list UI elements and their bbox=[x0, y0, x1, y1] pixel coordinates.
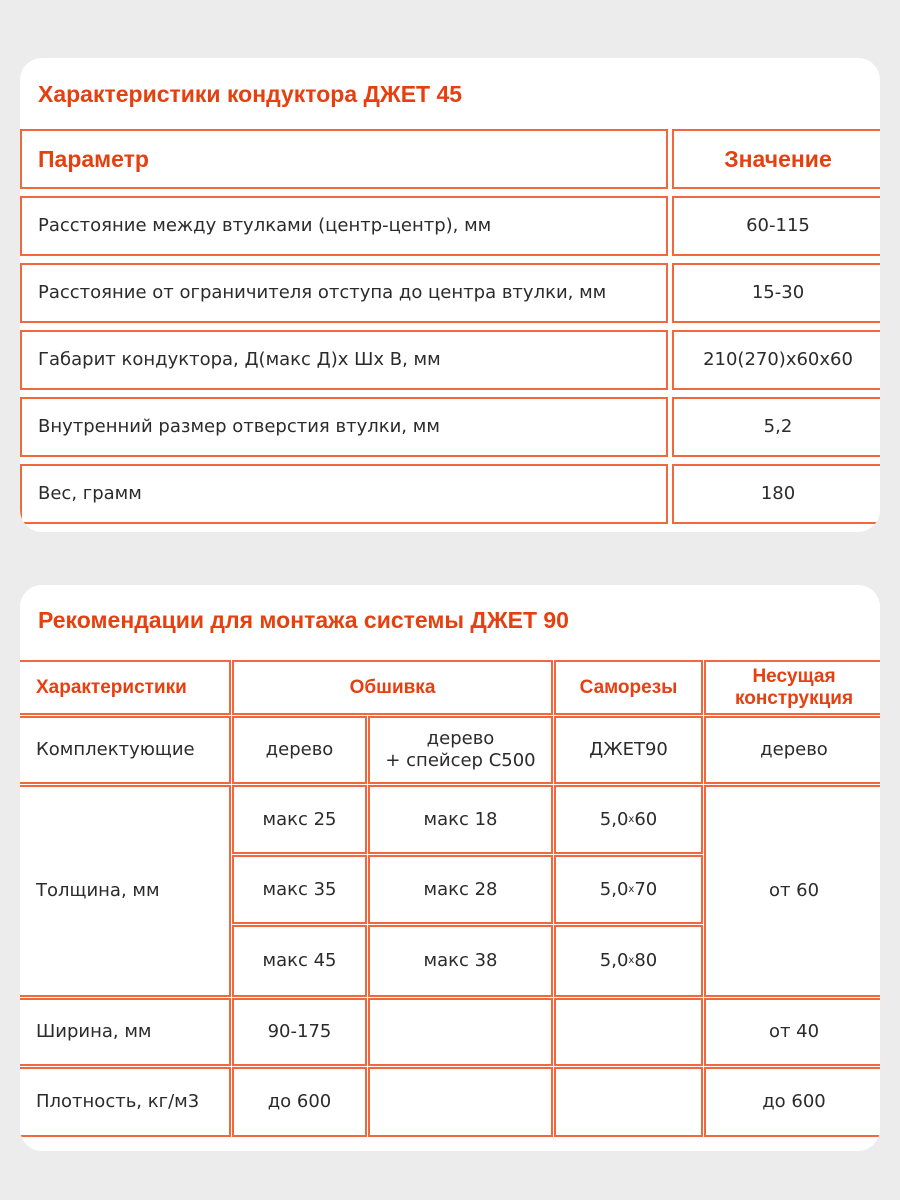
screw-length: 80 bbox=[634, 950, 658, 971]
components-sheathing-b bbox=[368, 716, 553, 784]
spec-row-value: 210(270)х60х60 bbox=[672, 330, 880, 390]
density-screws-empty bbox=[554, 1067, 703, 1137]
spec-row-param: Расстояние от ограничителя отступа до центра втулки, мм bbox=[20, 263, 668, 323]
screw-length: 60 bbox=[634, 808, 658, 830]
spec-row-param: Расстояние между втулками (центр-центр), мм bbox=[20, 196, 668, 256]
width-screws-empty bbox=[554, 998, 703, 1066]
screws-header: Саморезы bbox=[554, 660, 703, 715]
components-sheathing-a: дерево bbox=[232, 716, 367, 784]
specs-title: Характеристики кондуктора ДЖЕТ 45 bbox=[38, 81, 463, 107]
thickness-structure: от 60 bbox=[704, 785, 880, 997]
thickness-screw bbox=[554, 855, 703, 924]
spec-row-value: 60-115 bbox=[672, 196, 880, 256]
screw-separator: x bbox=[628, 883, 635, 895]
density-a: до 600 bbox=[232, 1067, 367, 1137]
components-screws: ДЖЕТ90 bbox=[554, 716, 703, 784]
thickness-screw bbox=[554, 925, 703, 997]
spec-row-param: Вес, грамм bbox=[20, 464, 668, 524]
thickness-b: макс 28 bbox=[368, 855, 553, 924]
value-header: Значение bbox=[672, 129, 880, 189]
thickness-label: Толщина, мм bbox=[20, 785, 231, 997]
thickness-b: макс 38 bbox=[368, 925, 553, 997]
thickness-b: макс 18 bbox=[368, 785, 553, 854]
width-b-empty bbox=[368, 998, 553, 1066]
structure-header bbox=[704, 660, 880, 715]
thickness-a: макс 45 bbox=[232, 925, 367, 997]
screw-length: 70 bbox=[634, 878, 658, 900]
structure-header-line2: конструкция bbox=[734, 687, 854, 709]
width-structure: от 40 bbox=[704, 998, 880, 1066]
screw-diameter: 5,0 bbox=[599, 950, 629, 971]
thickness-a: макс 25 bbox=[232, 785, 367, 854]
sheathing-header: Обшивка bbox=[232, 660, 553, 715]
thickness-a: макс 35 bbox=[232, 855, 367, 924]
thickness-screw bbox=[554, 785, 703, 854]
components-structure: дерево bbox=[704, 716, 880, 784]
spec-row-value: 15-30 bbox=[672, 263, 880, 323]
structure-header-line1: Несущая bbox=[752, 665, 836, 687]
spec-row-value: 5,2 bbox=[672, 397, 880, 457]
mounting-title: Рекомендации для монтажа системы ДЖЕТ 90 bbox=[38, 607, 569, 633]
components-sheathing-b-line1: дерево bbox=[426, 728, 495, 749]
screw-diameter: 5,0 bbox=[599, 808, 629, 830]
screw-diameter: 5,0 bbox=[599, 878, 629, 900]
width-label: Ширина, мм bbox=[20, 998, 231, 1066]
components-label: Комплектующие bbox=[20, 716, 231, 784]
density-b-empty bbox=[368, 1067, 553, 1137]
mounting-card bbox=[20, 585, 880, 1151]
components-sheathing-b-line2: + спейсер С500 bbox=[385, 750, 536, 771]
screw-separator: x bbox=[628, 955, 635, 966]
param-header: Параметр bbox=[20, 129, 668, 189]
density-structure: до 600 bbox=[704, 1067, 880, 1137]
specs-card bbox=[20, 58, 880, 532]
characteristics-header: Характеристики bbox=[20, 660, 231, 715]
screw-separator: x bbox=[628, 813, 635, 825]
spec-row-param: Габарит кондуктора, Д(макс Д)х Шх В, мм bbox=[20, 330, 668, 390]
spec-row-value: 180 bbox=[672, 464, 880, 524]
density-label: Плотность, кг/м3 bbox=[20, 1067, 231, 1137]
spec-row-param: Внутренний размер отверстия втулки, мм bbox=[20, 397, 668, 457]
width-a: 90-175 bbox=[232, 998, 367, 1066]
